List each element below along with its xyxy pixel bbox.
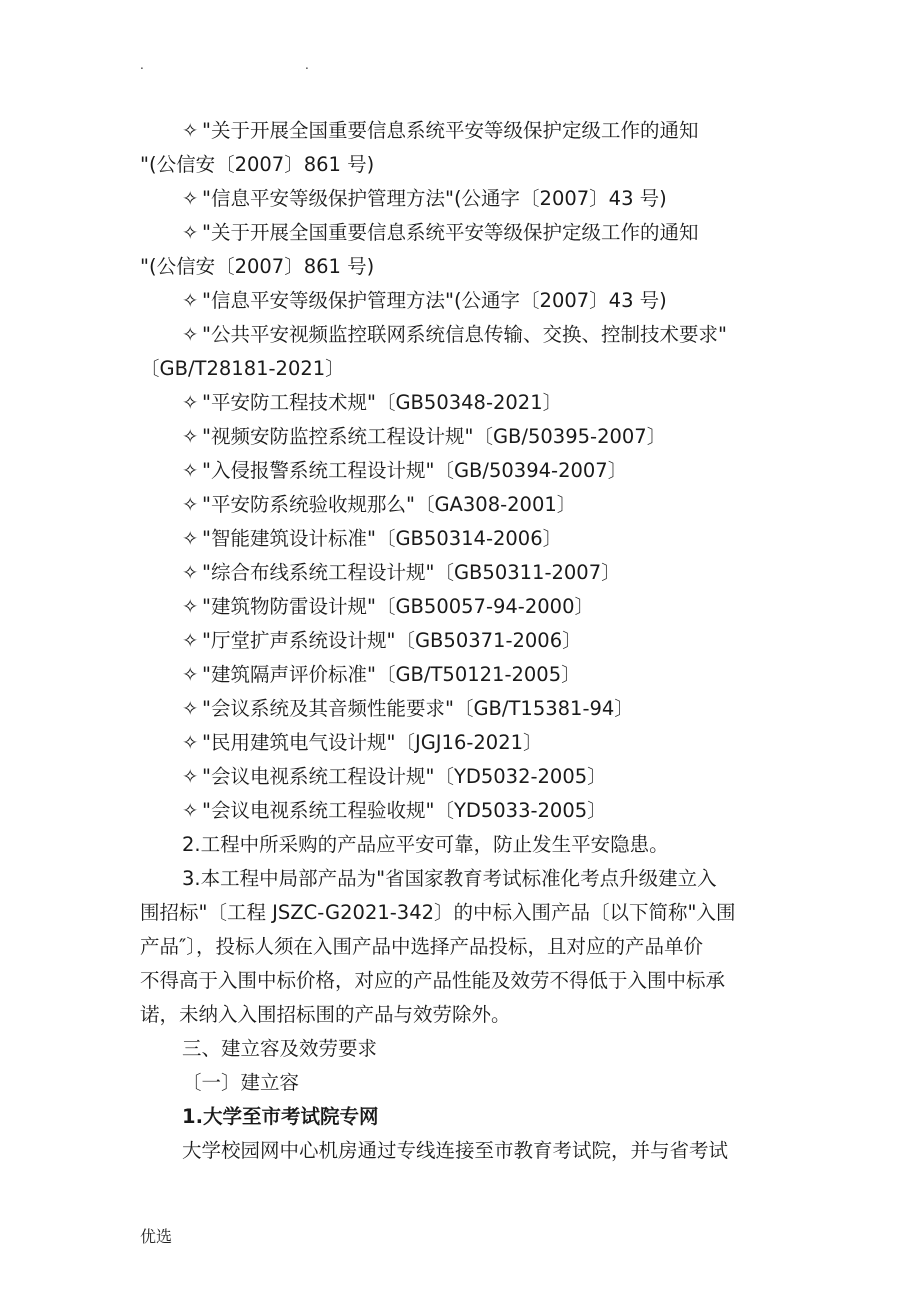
line-text: 不得高于入围中标价格，对应的产品性能及效劳不得低于入围中标承 bbox=[140, 969, 726, 992]
line-text: 围招标"〔工程 JSZC-G2021-342〕的中标入围产品〔以下简称"入围 bbox=[140, 901, 736, 924]
diamond-bullet-icon: ✧ bbox=[182, 493, 199, 516]
bullet-item bbox=[140, 216, 785, 250]
diamond-bullet-icon: ✧ bbox=[182, 289, 199, 312]
bullet-item bbox=[140, 624, 785, 658]
bullet-item bbox=[140, 726, 785, 760]
diamond-bullet-icon: ✧ bbox=[182, 697, 199, 720]
text-line bbox=[140, 930, 785, 964]
line-text: "信息平安等级保护管理方法"(公通字〔2007〕43 号) bbox=[202, 289, 667, 312]
line-text: "会议电视系统工程设计规"〔YD5032-2005〕 bbox=[202, 765, 607, 788]
line-text: 1.大学至市考试院专网 bbox=[182, 1105, 379, 1128]
line-text: "关于开展全国重要信息系统平安等级保护定级工作的通知 bbox=[202, 221, 699, 244]
text-line bbox=[140, 1134, 785, 1168]
line-text: "建筑物防雷设计规"〔GB50057-94-2000〕 bbox=[202, 595, 594, 618]
line-text: 〔一〕建立容 bbox=[182, 1071, 300, 1094]
text-line bbox=[140, 148, 785, 182]
diamond-bullet-icon: ✧ bbox=[182, 187, 199, 210]
diamond-bullet-icon: ✧ bbox=[182, 221, 199, 244]
diamond-bullet-icon: ✧ bbox=[182, 799, 199, 822]
bullet-item bbox=[140, 420, 785, 454]
text-line bbox=[140, 1032, 785, 1066]
line-text: "厅堂扩声系统设计规"〔GB50371-2006〕 bbox=[202, 629, 582, 652]
line-text: "入侵报警系统工程设计规"〔GB/50394-2007〕 bbox=[202, 459, 628, 482]
bullet-item bbox=[140, 284, 785, 318]
line-text: 3.本工程中局部产品为"省国家教育考试标准化考点升级建立入 bbox=[182, 867, 717, 890]
page-footer: 优选 bbox=[140, 1227, 173, 1246]
text-line bbox=[140, 352, 785, 386]
bullet-item bbox=[140, 318, 785, 352]
diamond-bullet-icon: ✧ bbox=[182, 629, 199, 652]
diamond-bullet-icon: ✧ bbox=[182, 561, 199, 584]
text-line bbox=[140, 964, 785, 998]
document-body bbox=[140, 114, 785, 1168]
bullet-item bbox=[140, 522, 785, 556]
line-text: "公共平安视频监控联网系统信息传输、交换、控制技术要求" bbox=[202, 323, 727, 346]
line-text: "会议系统及其音频性能要求"〔GB/T15381-94〕 bbox=[202, 697, 634, 720]
diamond-bullet-icon: ✧ bbox=[182, 119, 199, 142]
bullet-item bbox=[140, 556, 785, 590]
line-text: "平安防工程技术规"〔GB50348-2021〕 bbox=[202, 391, 563, 414]
diamond-bullet-icon: ✧ bbox=[182, 459, 199, 482]
line-text: "建筑隔声评价标准"〔GB/T50121-2005〕 bbox=[202, 663, 581, 686]
bullet-item bbox=[140, 760, 785, 794]
diamond-bullet-icon: ✧ bbox=[182, 731, 199, 754]
text-line bbox=[140, 250, 785, 284]
bullet-item bbox=[140, 454, 785, 488]
diamond-bullet-icon: ✧ bbox=[182, 595, 199, 618]
bullet-item bbox=[140, 692, 785, 726]
line-text: "智能建筑设计标准"〔GB50314-2006〕 bbox=[202, 527, 563, 550]
line-text: "综合布线系统工程设计规"〔GB50311-2007〕 bbox=[202, 561, 621, 584]
line-text: 产品″〕，投标人须在入围产品中选择产品投标，且对应的产品单价 bbox=[140, 935, 704, 958]
bullet-item bbox=[140, 794, 785, 828]
line-text: "(公信安〔2007〕861 号) bbox=[140, 153, 375, 176]
bullet-item bbox=[140, 114, 785, 148]
line-text: 三、建立容及效劳要求 bbox=[182, 1037, 378, 1060]
line-text: "民用建筑电气设计规"〔JGJ16-2021〕 bbox=[202, 731, 543, 754]
diamond-bullet-icon: ✧ bbox=[182, 391, 199, 414]
header-dot-left: . bbox=[140, 58, 144, 72]
diamond-bullet-icon: ✧ bbox=[182, 323, 199, 346]
text-line bbox=[140, 1066, 785, 1100]
line-text: 〔GB/T28181-2021〕 bbox=[140, 357, 345, 380]
text-line bbox=[140, 1100, 785, 1134]
line-text: "(公信安〔2007〕861 号) bbox=[140, 255, 375, 278]
bullet-item bbox=[140, 182, 785, 216]
line-text: "信息平安等级保护管理方法"(公通字〔2007〕43 号) bbox=[202, 187, 667, 210]
line-text: "关于开展全国重要信息系统平安等级保护定级工作的通知 bbox=[202, 119, 699, 142]
line-text: "平安防系统验收规那么"〔GA308-2001〕 bbox=[202, 493, 577, 516]
text-line bbox=[140, 998, 785, 1032]
bullet-item bbox=[140, 488, 785, 522]
diamond-bullet-icon: ✧ bbox=[182, 765, 199, 788]
line-text: 大学校园网中心机房通过专线连接至市教育考试院，并与省考试 bbox=[182, 1139, 729, 1162]
line-text: 2.工程中所采购的产品应平安可靠，防止发生平安隐患。 bbox=[182, 833, 669, 856]
text-line bbox=[140, 828, 785, 862]
bullet-item bbox=[140, 590, 785, 624]
header-dot-right: . bbox=[305, 58, 309, 72]
line-text: "视频安防监控系统工程设计规"〔GB/50395-2007〕 bbox=[202, 425, 667, 448]
diamond-bullet-icon: ✧ bbox=[182, 527, 199, 550]
line-text: 诺，未纳入入围招标围的产品与效劳除外。 bbox=[140, 1003, 511, 1026]
diamond-bullet-icon: ✧ bbox=[182, 663, 199, 686]
bullet-item bbox=[140, 386, 785, 420]
text-line bbox=[140, 896, 785, 930]
bullet-item bbox=[140, 658, 785, 692]
diamond-bullet-icon: ✧ bbox=[182, 425, 199, 448]
line-text: "会议电视系统工程验收规"〔YD5033-2005〕 bbox=[202, 799, 607, 822]
text-line bbox=[140, 862, 785, 896]
